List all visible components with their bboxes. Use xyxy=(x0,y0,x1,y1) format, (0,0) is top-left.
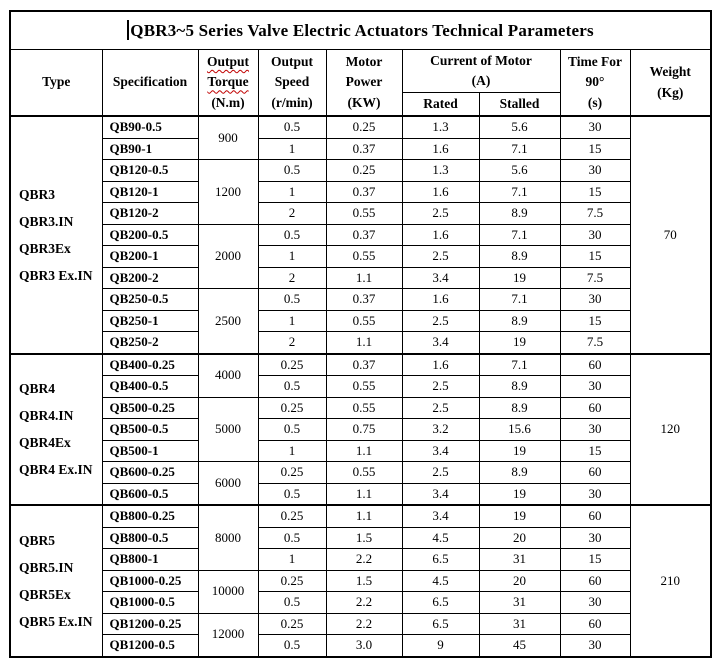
col-header-current-unit: (A) xyxy=(471,73,491,88)
table-row xyxy=(10,483,711,505)
speed-cell: 0.25 xyxy=(258,397,326,419)
power-cell: 0.37 xyxy=(326,224,402,246)
rated-cell: 2.5 xyxy=(402,376,479,398)
time-cell: 60 xyxy=(560,570,630,592)
speed-cell: 2 xyxy=(258,267,326,289)
speed-cell: 0.5 xyxy=(258,376,326,398)
spec-cell: QB800-0.5 xyxy=(102,527,198,549)
col-header-torque-line2: Torque xyxy=(207,74,249,90)
table-title[interactable] xyxy=(10,11,711,50)
stalled-cell: 7.1 xyxy=(479,289,560,311)
time-cell: 60 xyxy=(560,505,630,527)
table-row xyxy=(10,613,711,635)
rated-cell: 3.4 xyxy=(402,267,479,289)
stalled-cell: 19 xyxy=(479,505,560,527)
col-header-time xyxy=(560,50,630,117)
rated-cell: 4.5 xyxy=(402,527,479,549)
time-cell: 15 xyxy=(560,549,630,571)
stalled-cell: 45 xyxy=(479,635,560,657)
header-row-main xyxy=(10,50,711,93)
spec-cell: QB200-1 xyxy=(102,246,198,268)
torque-cell: 12000 xyxy=(198,613,258,657)
spec-cell: QB1200-0.25 xyxy=(102,613,198,635)
col-header-power-line2: Power xyxy=(345,74,383,90)
col-header-torque-unit: (N.m) xyxy=(211,94,245,110)
stalled-cell: 19 xyxy=(479,267,560,289)
speed-cell: 1 xyxy=(258,246,326,268)
table-row xyxy=(10,549,711,571)
rated-cell: 3.4 xyxy=(402,332,479,354)
rated-cell: 3.2 xyxy=(402,419,479,441)
time-cell: 15 xyxy=(560,181,630,203)
table-row xyxy=(10,332,711,354)
title-row xyxy=(10,11,711,50)
spec-cell: QB800-0.25 xyxy=(102,505,198,527)
speed-cell: 0.25 xyxy=(258,354,326,376)
power-cell: 1.5 xyxy=(326,570,402,592)
rated-cell: 6.5 xyxy=(402,592,479,614)
type-line: QBR4.IN xyxy=(19,408,74,424)
torque-cell: 6000 xyxy=(198,462,258,506)
table-row xyxy=(10,203,711,225)
power-cell: 3.0 xyxy=(326,635,402,657)
time-cell: 30 xyxy=(560,376,630,398)
speed-cell: 1 xyxy=(258,440,326,462)
power-cell: 0.37 xyxy=(326,138,402,160)
type-cell-qbr5 xyxy=(10,505,102,657)
stalled-cell: 8.9 xyxy=(479,310,560,332)
spec-cell: QB500-1 xyxy=(102,440,198,462)
time-cell: 15 xyxy=(560,246,630,268)
power-cell: 0.55 xyxy=(326,462,402,484)
spec-cell: QB400-0.25 xyxy=(102,354,198,376)
time-cell: 30 xyxy=(560,224,630,246)
table-row xyxy=(10,419,711,441)
speed-cell: 1 xyxy=(258,138,326,160)
table-row xyxy=(10,116,711,138)
power-cell: 0.55 xyxy=(326,246,402,268)
speed-cell: 2 xyxy=(258,332,326,354)
speed-cell: 0.5 xyxy=(258,483,326,505)
power-cell: 0.55 xyxy=(326,376,402,398)
type-line: QBR5 Ex.IN xyxy=(19,613,93,629)
table-row xyxy=(10,181,711,203)
rated-cell: 3.4 xyxy=(402,440,479,462)
stalled-cell: 8.9 xyxy=(479,246,560,268)
rated-cell: 1.6 xyxy=(402,138,479,160)
rated-cell: 1.6 xyxy=(402,181,479,203)
type-line: QBR5.IN xyxy=(19,559,74,575)
table-row xyxy=(10,440,711,462)
time-cell: 30 xyxy=(560,419,630,441)
rated-cell: 6.5 xyxy=(402,549,479,571)
power-cell: 1.1 xyxy=(326,332,402,354)
spec-cell: QB1200-0.5 xyxy=(102,635,198,657)
time-cell: 30 xyxy=(560,160,630,182)
spec-cell: QB120-0.5 xyxy=(102,160,198,182)
rated-cell: 9 xyxy=(402,635,479,657)
table-row xyxy=(10,635,711,657)
power-cell: 1.5 xyxy=(326,527,402,549)
stalled-cell: 31 xyxy=(479,549,560,571)
type-line: QBR4 xyxy=(19,381,56,397)
time-cell: 15 xyxy=(560,310,630,332)
spec-cell: QB1000-0.25 xyxy=(102,570,198,592)
spec-cell: QB600-0.5 xyxy=(102,483,198,505)
col-header-power xyxy=(326,50,402,117)
table-row xyxy=(10,592,711,614)
speed-cell: 1 xyxy=(258,310,326,332)
type-line: QBR3Ex xyxy=(19,240,71,256)
type-line: QBR3 Ex.IN xyxy=(19,267,93,283)
power-cell: 0.75 xyxy=(326,419,402,441)
power-cell: 0.55 xyxy=(326,310,402,332)
speed-cell: 0.25 xyxy=(258,570,326,592)
col-header-speed-unit: (r/min) xyxy=(271,94,313,110)
power-cell: 1.1 xyxy=(326,505,402,527)
weight-cell-qbr5: 210 xyxy=(630,505,711,657)
col-header-power-line1: Motor xyxy=(345,54,383,70)
power-cell: 0.37 xyxy=(326,289,402,311)
col-header-torque-line1: Output xyxy=(206,54,250,70)
spec-cell: QB90-0.5 xyxy=(102,116,198,138)
power-cell: 1.1 xyxy=(326,267,402,289)
table-row xyxy=(10,267,711,289)
rated-cell: 1.3 xyxy=(402,160,479,182)
speed-cell: 0.5 xyxy=(258,592,326,614)
parameters-table xyxy=(9,10,712,658)
stalled-cell: 7.1 xyxy=(479,224,560,246)
torque-cell: 4000 xyxy=(198,354,258,398)
spec-cell: QB250-2 xyxy=(102,332,198,354)
rated-cell: 3.4 xyxy=(402,505,479,527)
col-header-current xyxy=(402,50,560,93)
speed-cell: 0.5 xyxy=(258,419,326,441)
torque-cell: 2000 xyxy=(198,224,258,289)
table-row xyxy=(10,570,711,592)
type-line: QBR5 xyxy=(19,532,56,548)
rated-cell: 2.5 xyxy=(402,397,479,419)
spec-cell: QB600-0.25 xyxy=(102,462,198,484)
stalled-cell: 19 xyxy=(479,483,560,505)
torque-cell: 1200 xyxy=(198,160,258,225)
time-cell: 30 xyxy=(560,116,630,138)
stalled-cell: 7.1 xyxy=(479,354,560,376)
table-row xyxy=(10,462,711,484)
speed-cell: 0.5 xyxy=(258,289,326,311)
rated-cell: 1.6 xyxy=(402,354,479,376)
col-header-rated: Rated xyxy=(402,93,479,117)
type-line: QBR5Ex xyxy=(19,586,71,602)
time-cell: 60 xyxy=(560,613,630,635)
stalled-cell: 5.6 xyxy=(479,116,560,138)
spec-cell: QB200-2 xyxy=(102,267,198,289)
speed-cell: 2 xyxy=(258,203,326,225)
speed-cell: 0.25 xyxy=(258,462,326,484)
spec-cell: QB90-1 xyxy=(102,138,198,160)
speed-cell: 0.25 xyxy=(258,505,326,527)
rated-cell: 2.5 xyxy=(402,462,479,484)
weight-cell-qbr3: 70 xyxy=(630,116,711,354)
type-line: QBR3 xyxy=(19,186,56,202)
time-cell: 7.5 xyxy=(560,332,630,354)
stalled-cell: 8.9 xyxy=(479,462,560,484)
power-cell: 2.2 xyxy=(326,592,402,614)
stalled-cell: 20 xyxy=(479,570,560,592)
rated-cell: 1.6 xyxy=(402,224,479,246)
col-header-speed-line2: Speed xyxy=(274,74,310,90)
torque-cell: 2500 xyxy=(198,289,258,354)
spec-cell: QB120-1 xyxy=(102,181,198,203)
table-row xyxy=(10,354,711,376)
spec-cell: QB800-1 xyxy=(102,549,198,571)
stalled-cell: 20 xyxy=(479,527,560,549)
time-cell: 60 xyxy=(560,462,630,484)
table-row xyxy=(10,527,711,549)
power-cell: 0.37 xyxy=(326,354,402,376)
rated-cell: 1.3 xyxy=(402,116,479,138)
speed-cell: 0.5 xyxy=(258,224,326,246)
table-row xyxy=(10,505,711,527)
torque-cell: 10000 xyxy=(198,570,258,613)
power-cell: 0.37 xyxy=(326,181,402,203)
col-header-torque xyxy=(198,50,258,117)
col-header-stalled: Stalled xyxy=(479,93,560,117)
spec-cell: QB1000-0.5 xyxy=(102,592,198,614)
type-line: QBR3.IN xyxy=(19,213,74,229)
speed-cell: 0.5 xyxy=(258,160,326,182)
speed-cell: 0.5 xyxy=(258,116,326,138)
power-cell: 0.55 xyxy=(326,203,402,225)
time-cell: 7.5 xyxy=(560,267,630,289)
col-header-type: Type xyxy=(10,50,102,117)
power-cell: 0.25 xyxy=(326,160,402,182)
power-cell: 2.2 xyxy=(326,613,402,635)
power-cell: 1.1 xyxy=(326,440,402,462)
time-cell: 7.5 xyxy=(560,203,630,225)
type-line: QBR4Ex xyxy=(19,435,71,451)
speed-cell: 0.25 xyxy=(258,613,326,635)
spec-cell: QB250-1 xyxy=(102,310,198,332)
col-header-power-unit: (KW) xyxy=(347,94,381,110)
stalled-cell: 8.9 xyxy=(479,203,560,225)
col-header-time-line1: Time For xyxy=(567,54,623,70)
rated-cell: 2.5 xyxy=(402,310,479,332)
table-row xyxy=(10,376,711,398)
col-header-weight-line1: Weight xyxy=(649,64,691,80)
rated-cell: 1.6 xyxy=(402,289,479,311)
torque-cell: 8000 xyxy=(198,505,258,570)
rated-cell: 2.5 xyxy=(402,246,479,268)
power-cell: 1.1 xyxy=(326,483,402,505)
time-cell: 30 xyxy=(560,635,630,657)
power-cell: 0.55 xyxy=(326,397,402,419)
speed-cell: 1 xyxy=(258,181,326,203)
table-row xyxy=(10,138,711,160)
text-cursor-caret xyxy=(127,20,129,40)
stalled-cell: 31 xyxy=(479,592,560,614)
rated-cell: 2.5 xyxy=(402,203,479,225)
stalled-cell: 19 xyxy=(479,440,560,462)
spec-cell: QB250-0.5 xyxy=(102,289,198,311)
col-header-specification: Specification xyxy=(102,50,198,117)
spec-cell: QB500-0.25 xyxy=(102,397,198,419)
stalled-cell: 15.6 xyxy=(479,419,560,441)
speed-cell: 0.5 xyxy=(258,635,326,657)
torque-cell: 5000 xyxy=(198,397,258,462)
table-row xyxy=(10,310,711,332)
col-header-weight-unit: (Kg) xyxy=(657,84,684,100)
col-header-time-unit: (s) xyxy=(587,94,603,110)
speed-cell: 1 xyxy=(258,549,326,571)
power-cell: 2.2 xyxy=(326,549,402,571)
stalled-cell: 8.9 xyxy=(479,376,560,398)
table-row xyxy=(10,246,711,268)
torque-cell: 900 xyxy=(198,116,258,160)
type-cell-qbr4 xyxy=(10,354,102,506)
stalled-cell: 19 xyxy=(479,332,560,354)
time-cell: 30 xyxy=(560,527,630,549)
rated-cell: 4.5 xyxy=(402,570,479,592)
stalled-cell: 7.1 xyxy=(479,181,560,203)
table-title-text: QBR3~5 Series Valve Electric Actuators Technical Parameters xyxy=(130,20,594,40)
col-header-speed-line1: Output xyxy=(270,54,314,70)
col-header-time-line2: 90° xyxy=(585,74,605,90)
stalled-cell: 8.9 xyxy=(479,397,560,419)
spec-cell: QB400-0.5 xyxy=(102,376,198,398)
spec-cell: QB500-0.5 xyxy=(102,419,198,441)
type-cell-qbr3 xyxy=(10,116,102,354)
table-row xyxy=(10,160,711,182)
time-cell: 60 xyxy=(560,354,630,376)
time-cell: 30 xyxy=(560,483,630,505)
col-header-current-line1: Current of Motor xyxy=(430,52,532,68)
stalled-cell: 31 xyxy=(479,613,560,635)
spec-cell: QB200-0.5 xyxy=(102,224,198,246)
time-cell: 15 xyxy=(560,138,630,160)
speed-cell: 0.5 xyxy=(258,527,326,549)
table-row xyxy=(10,289,711,311)
power-cell: 0.25 xyxy=(326,116,402,138)
weight-cell-qbr4: 120 xyxy=(630,354,711,506)
rated-cell: 6.5 xyxy=(402,613,479,635)
col-header-speed xyxy=(258,50,326,117)
time-cell: 15 xyxy=(560,440,630,462)
type-line: QBR4 Ex.IN xyxy=(19,462,93,478)
table-row xyxy=(10,224,711,246)
time-cell: 30 xyxy=(560,592,630,614)
stalled-cell: 7.1 xyxy=(479,138,560,160)
spec-cell: QB120-2 xyxy=(102,203,198,225)
time-cell: 30 xyxy=(560,289,630,311)
col-header-weight xyxy=(630,50,711,117)
table-row xyxy=(10,397,711,419)
time-cell: 60 xyxy=(560,397,630,419)
stalled-cell: 5.6 xyxy=(479,160,560,182)
rated-cell: 3.4 xyxy=(402,483,479,505)
